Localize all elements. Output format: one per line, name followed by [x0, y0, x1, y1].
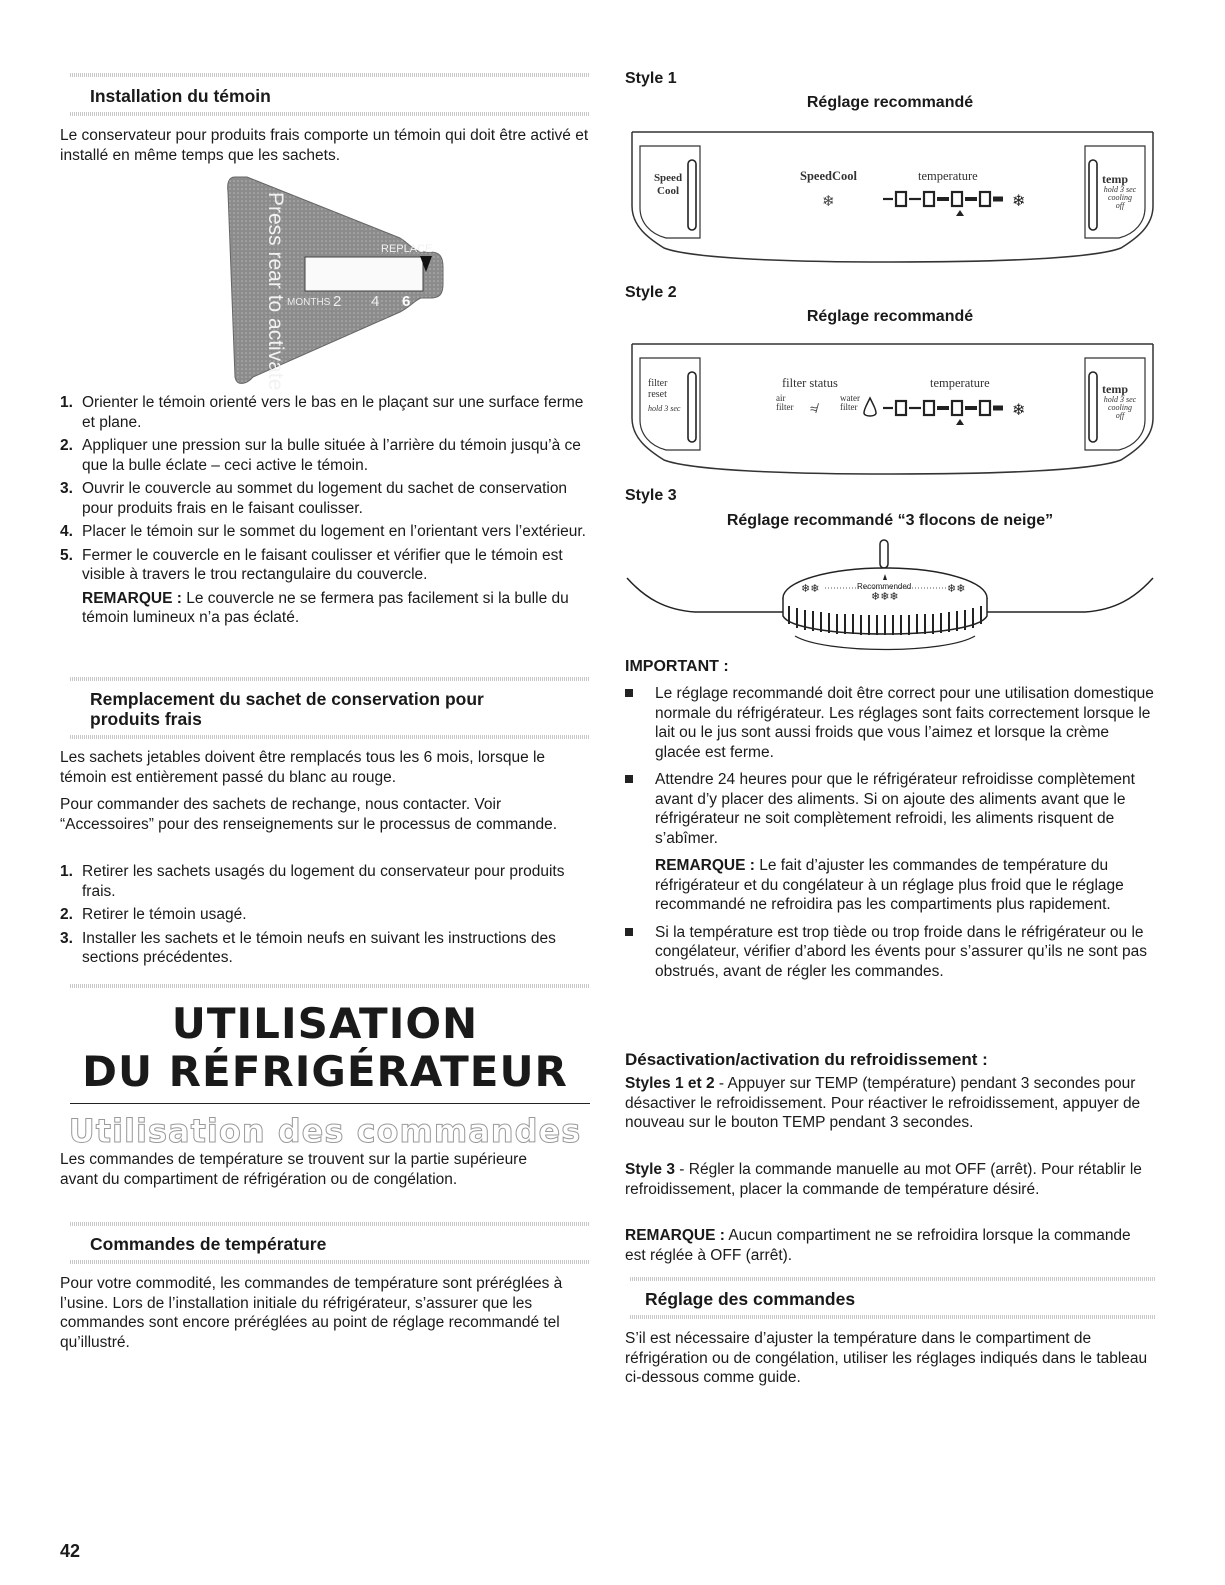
- divider: [70, 1222, 590, 1226]
- temp-controls-heading: Commandes de température: [90, 1234, 327, 1254]
- temp-controls-text: Pour votre commodité, les commandes de température sont préréglées à l’usine. Lors de l’installation initiale du réfrigérateur, s’assurer que les commandes sont encore préréglées au point de réglage recommandé tel qu’illustré.: [60, 1275, 563, 1351]
- temp-hold-note: hold 3 sec cooling off: [1103, 395, 1137, 420]
- deactivation-heading: Désactivation/activation du refroidissement :: [625, 1050, 988, 1069]
- section-title: Utilisation des commandes: [68, 1112, 582, 1150]
- divider: [70, 677, 590, 681]
- style2-label: Style 2: [625, 284, 677, 301]
- installation-steps: [60, 393, 590, 628]
- divider: [70, 112, 590, 116]
- settings-heading: Réglage des commandes: [645, 1289, 856, 1309]
- style3-caption: Réglage recommandé “3 flocons de neige”: [726, 512, 1054, 529]
- style2-panel: [630, 338, 1155, 478]
- important-list: [625, 684, 1155, 981]
- svg-text:❄❄: ❄❄: [947, 583, 966, 595]
- indicator-month-6: 6: [402, 293, 411, 310]
- speedcool-button[interactable]: Speed Cool: [653, 172, 683, 197]
- indicator-replace-label: REPLACE: [381, 243, 433, 255]
- indicator-month-4: 4: [371, 293, 380, 310]
- speedcool-label: SpeedCool: [800, 169, 857, 183]
- list-item: Le réglage recommandé doit être correct pour une utilisation domestique normale du réfrigérateur. Les réglages sont faits correctement lorsque le lait ou le jus sont aussi froids que vous l’aimez et lorsque la crème glacée est ferme.: [625, 684, 1155, 762]
- filter-reset-hold-note: hold 3 sec: [648, 404, 681, 413]
- divider: [70, 1103, 590, 1104]
- list-item: 1. Orienter le témoin orienté vers le bas en le plaçant sur une surface ferme et plane.: [60, 394, 584, 431]
- air-filter-label: air filter: [776, 393, 794, 412]
- svg-text:❄: ❄: [822, 193, 835, 210]
- style1-label: Style 1: [625, 70, 677, 87]
- water-filter-label: water filter: [840, 393, 860, 412]
- deactivation-note: REMARQUE : Aucun compartiment ne se refroidira lorsque la commande est réglée à OFF (arrêt).: [625, 1227, 1131, 1264]
- svg-text:❄❄: ❄❄: [801, 583, 820, 595]
- temperature-label: temperature: [930, 376, 990, 390]
- divider: [630, 1277, 1155, 1281]
- list-item: Attendre 24 heures pour que le réfrigérateur refroidisse complètement avant d’y placer des aliments. Si on ajoute des aliments avant que le réfrigérateur ne soit complètement refroidi, les aliments risquent de s’abîmer.: [625, 770, 1155, 848]
- svg-text:❄❄❄: ❄❄❄: [871, 591, 899, 603]
- temp-button[interactable]: temp: [1102, 172, 1128, 186]
- indicator-month-2: 2: [333, 293, 342, 310]
- list-item: 2. Retirer le témoin usagé.: [60, 906, 247, 923]
- list-item: 3. Ouvrir le couvercle au sommet du logement du sachet de conservation pour produits frais en le faisant coulisser.: [60, 480, 568, 517]
- style3-label: Style 3: [625, 487, 677, 504]
- indicator-months-label: MONTHS: [287, 297, 331, 308]
- divider: [70, 984, 590, 988]
- installation-heading: Installation du témoin: [90, 86, 271, 106]
- installation-note: REMARQUE : Le couvercle ne se fermera pas facilement si la bulle du témoin lumineux n’a pas éclaté.: [82, 589, 569, 626]
- svg-text:❄: ❄: [1012, 402, 1026, 419]
- style1-panel: [630, 126, 1155, 266]
- list-item: 5. Fermer le couvercle en le faisant coulisser et vérifier que le témoin est visible à travers le trou rectangulaire du couvercle.: [60, 546, 563, 583]
- divider: [70, 1260, 590, 1264]
- divider: [70, 735, 590, 739]
- svg-text:❄: ❄: [1012, 193, 1026, 210]
- replacement-p1: Les sachets jetables doivent être remplacés tous les 6 mois, lorsque le témoin est entièrement passé du blanc au rouge.: [60, 749, 546, 786]
- indicator-side-text: Press rear to activate: [264, 192, 287, 391]
- divider: [70, 73, 590, 77]
- list-item: 4. Placer le témoin sur le sommet du logement en l’orientant vers l’extérieur.: [60, 523, 586, 540]
- temp-button[interactable]: temp: [1102, 382, 1128, 396]
- filter-reset-button[interactable]: filter reset: [648, 378, 668, 400]
- list-item: Si la température est trop tiède ou trop froide dans le réfrigérateur ou le congélateur, vérifier d’abord les évents pour s’assurer qu’ils ne sont pas obstrués, avant de régler les commandes.: [625, 923, 1155, 982]
- filter-status-label: filter status: [782, 376, 838, 390]
- chapter-title: [60, 1000, 590, 1096]
- style2-caption: Réglage recommandé: [806, 308, 974, 325]
- style3-dial: [625, 536, 1155, 656]
- list-item: 1. Retirer les sachets usagés du logement du conservateur pour produits frais.: [60, 863, 565, 900]
- replacement-heading: Remplacement du sachet de conservation pour produits frais: [90, 689, 484, 729]
- list-item: 3. Installer les sachets et le témoin neufs en suivant les instructions des sections précédentes.: [60, 929, 556, 966]
- indicator-illustration: [225, 172, 505, 391]
- svg-text:≉: ≉: [810, 401, 818, 416]
- important-heading: IMPORTANT :: [625, 658, 729, 675]
- list-item: 2. Appliquer une pression sur la bulle située à l’arrière du témoin jusqu’à ce que la bulle éclate – ceci active le témoin.: [60, 437, 581, 474]
- temp-hold-note: hold 3 sec cooling off: [1103, 185, 1137, 210]
- divider: [630, 1315, 1155, 1319]
- important-note: REMARQUE : Le fait d’ajuster les commandes de température du réfrigérateur et du congélateur à un réglage plus froid que le réglage recommandé ne refroidira pas les compartiments plus rapidement.: [655, 857, 1124, 913]
- chapter-title-line1: UTILISATION: [171, 999, 479, 1048]
- deactivation-styles12: Styles 1 et 2 - Appuyer sur TEMP (température) pendant 3 secondes pour désactiver le refroidissement. Pour réactiver le refroidissement, appuyer de nouveau sur le bouton TEMP pendant 3 secondes.: [625, 1075, 1141, 1131]
- installation-intro: Le conservateur pour produits frais comporte un témoin qui doit être activé et installé en même temps que les sachets.: [60, 127, 589, 164]
- replacement-steps: [60, 862, 590, 968]
- dial-recommended-label: Recommended: [857, 582, 912, 591]
- page-number: 42: [60, 1541, 81, 1561]
- temperature-label: temperature: [918, 169, 978, 183]
- deactivation-style3: Style 3 - Régler la commande manuelle au mot OFF (arrêt). Pour rétablir le refroidissement, placer la commande de température désiré.: [625, 1161, 1142, 1198]
- chapter-title-line2: DU RÉFRIGÉRATEUR: [82, 1047, 568, 1096]
- section-intro: Les commandes de température se trouvent sur la partie supérieure avant du compartiment de réfrigération ou de congélation.: [60, 1151, 527, 1188]
- style1-caption: Réglage recommandé: [806, 94, 974, 111]
- settings-text: S’il est nécessaire d’ajuster la température dans le compartiment de réfrigération ou de congélation, utiliser les réglages indiqués dans le tableau ci-dessous comme guide.: [625, 1330, 1148, 1386]
- replacement-p2: Pour commander des sachets de rechange, nous contacter. Voir “Accessoires” pour des renseignements sur le processus de commande.: [60, 796, 558, 833]
